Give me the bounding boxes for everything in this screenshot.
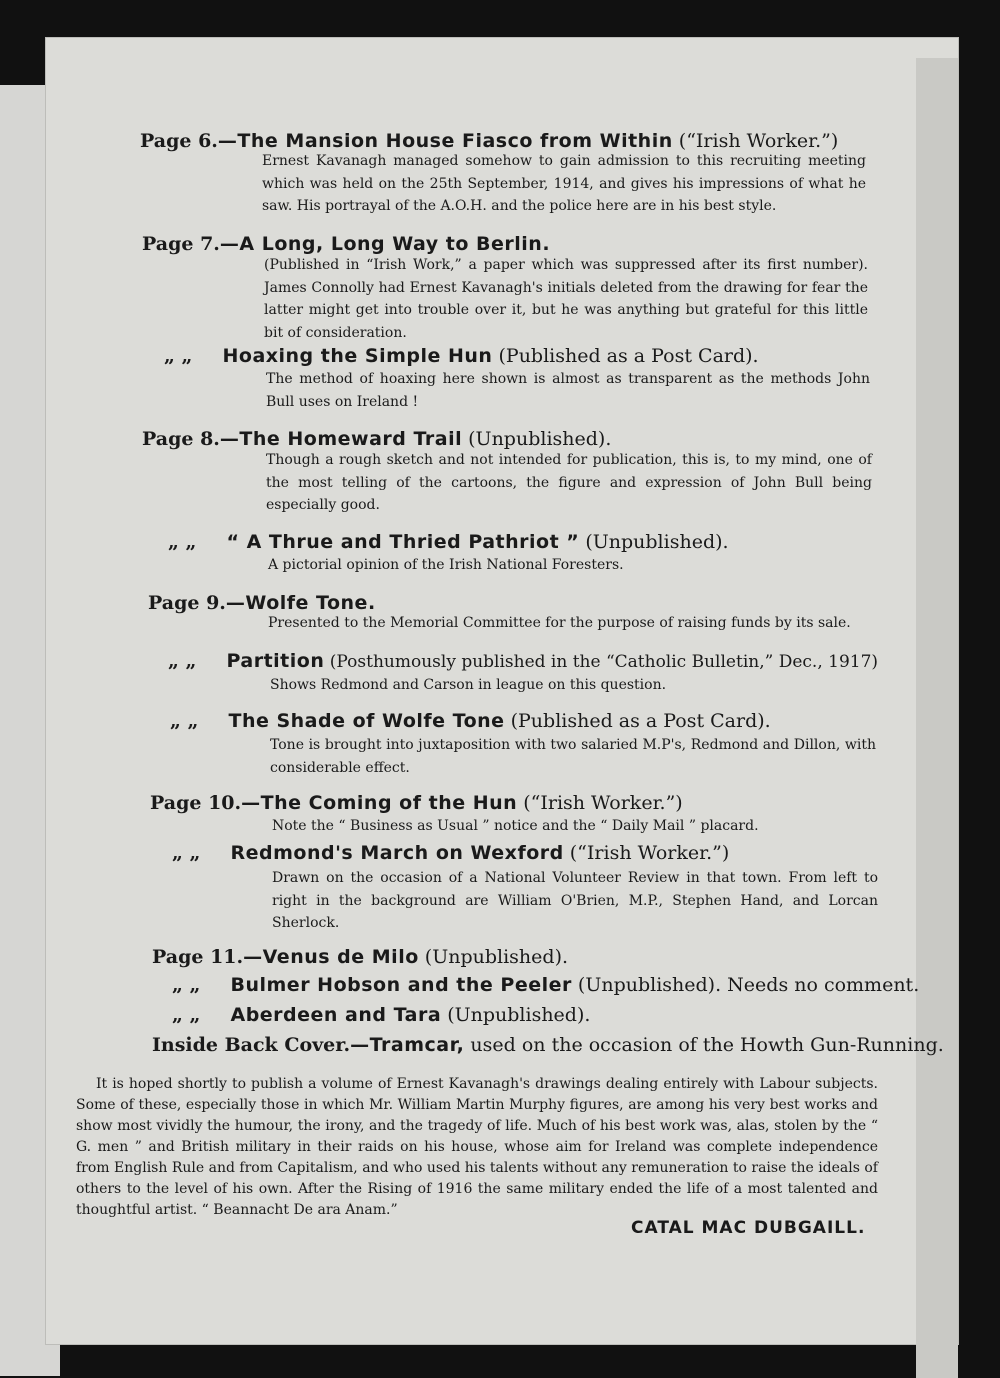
page-ref: Inside Back Cover. [152,1034,351,1056]
entry-heading [164,345,759,367]
cartoon-title: Bulmer Hobson and the Peeler [230,974,572,996]
publication-note: (Unpublished). [441,1004,591,1026]
ditto-mark: „ „ [172,974,201,996]
entry-description: Tone is brought into juxtaposition with two salaried M.P's, Redmond and Dillon, with considerable effect. [270,737,876,776]
page-edge [916,58,958,1378]
publication-note: (“Irish Worker.”) [563,842,730,864]
ditto-mark: „ „ [172,1004,201,1026]
entry-description: Drawn on the occasion of a National Volunteer Review in that town. From left to right in the background are William O'Brien, M.P., Stephen Hand, and Lorcan Sherlock. [272,870,878,931]
page-ref: Page 9. [148,592,226,614]
entry-heading [168,531,729,553]
cartoon-title: The Shade of Wolfe Tone [228,710,505,732]
entry-heading [170,710,771,732]
page-ref: Page 8. [142,428,220,450]
closing-paragraph: It is hoped shortly to publish a volume of Ernest Kavanagh's drawings dealing entirely with Labour subjects. Some of these, especially those in which Mr. William Martin Murphy figures, are among his very best works and show most vividly the humour, the irony, and the tragedy of life. Much of his best work was, alas, stolen by the “ G. men ” and British military in their raids on his house, whose aim for Ireland was complete independence from English Rule and from Capitalism, and who used his talents without any remuneration to raise the ideals of others to the level of his own. After the Rising of 1916 the same military ended the life of a most talented and thoughtful artist. “ Beannacht De ara Anam.” [76,1076,878,1218]
ditto-mark: „ „ [172,842,201,864]
entry-heading [168,650,878,673]
cartoon-title: —The Coming of the Hun [241,792,518,814]
publication-note: (Published as a Post Card). [504,710,771,732]
ditto-mark: „ „ [164,345,193,367]
publication-note: (Posthumously published in the “Catholic Bulletin,” Dec., 1917) [324,652,879,672]
entry-heading [140,130,838,152]
entry-heading [172,842,729,864]
entry-description: Shows Redmond and Carson in league on this question. [270,677,667,693]
entry-description: The method of hoaxing here shown is almost as transparent as the methods John Bull uses on Ireland ! [266,371,870,410]
publication-note: (Unpublished). [579,531,729,553]
entry-heading [152,946,568,968]
entry-description: Note the “ Business as Usual ” notice and the “ Daily Mail ” placard. [272,818,759,834]
entry-description: Ernest Kavanagh managed somehow to gain admission to this recruiting meeting which was held on the 25th September, 1914, and gives his impressions of what he saw. His portrayal of the A.O.H. and the police here are in his best style. [262,153,866,214]
entry-heading [152,1034,944,1056]
cartoon-title: Hoaxing the Simple Hun [222,345,493,367]
ditto-mark: „ „ [170,710,199,732]
page-ref: Page 6. [140,130,218,152]
publication-note: (Published as a Post Card). [492,345,759,367]
document-page [46,38,958,1344]
ditto-mark: „ „ [168,650,197,672]
page-ref: Page 11. [152,946,244,968]
entry-description: Presented to the Memorial Committee for the purpose of raising funds by its sale. [268,615,851,631]
cartoon-title: —Tramcar, [350,1034,465,1056]
page-ref: Page 7. [142,233,220,255]
cartoon-title: —A Long, Long Way to Berlin. [219,233,551,255]
ditto-mark: „ „ [168,531,197,553]
entry-description: Though a rough sketch and not intended for publication, this is, to my mind, one of the most telling of the cartoons, the figure and expression of John Bull being especially good. [266,452,872,513]
entry-heading [172,974,919,996]
publication-note: (Unpublished). [418,946,569,968]
cartoon-title: “ A Thrue and Thried Pathriot ” [226,531,580,553]
entry-heading [148,592,376,614]
entry-heading [142,428,611,450]
entry-heading [172,1004,590,1026]
cartoon-title: —The Mansion House Fiasco from Within [217,130,673,152]
entry-heading [142,233,550,255]
cartoon-title: Redmond's March on Wexford [230,842,564,864]
cartoon-title: —Venus de Milo [243,946,419,968]
entry-description: (Published in “Irish Work,” a paper which was suppressed after its first number). James Connolly had Ernest Kavanagh's initials deleted from the drawing for fear the latter might get into trouble over it, but he was anything but grateful for this little bit of consideration. [264,257,868,341]
cartoon-title: Partition [226,650,325,672]
publication-note: (Unpublished). Needs no comment. [571,974,920,996]
page-ref: Page 10. [150,792,242,814]
cartoon-title: Aberdeen and Tara [230,1004,442,1026]
publication-note: (“Irish Worker.”) [517,792,683,814]
cartoon-title: —Wolfe Tone. [225,592,376,614]
entry-heading [150,792,683,814]
publication-note: (Unpublished). [462,428,612,450]
signature: CATAL MAC DUBGAILL. [631,1218,866,1238]
publication-note: used on the occasion of the Howth Gun-Running. [464,1034,944,1056]
entry-description: A pictorial opinion of the Irish National Foresters. [268,557,624,573]
publication-note: (“Irish Worker.”) [672,130,839,152]
cartoon-title: —The Homeward Trail [219,428,463,450]
